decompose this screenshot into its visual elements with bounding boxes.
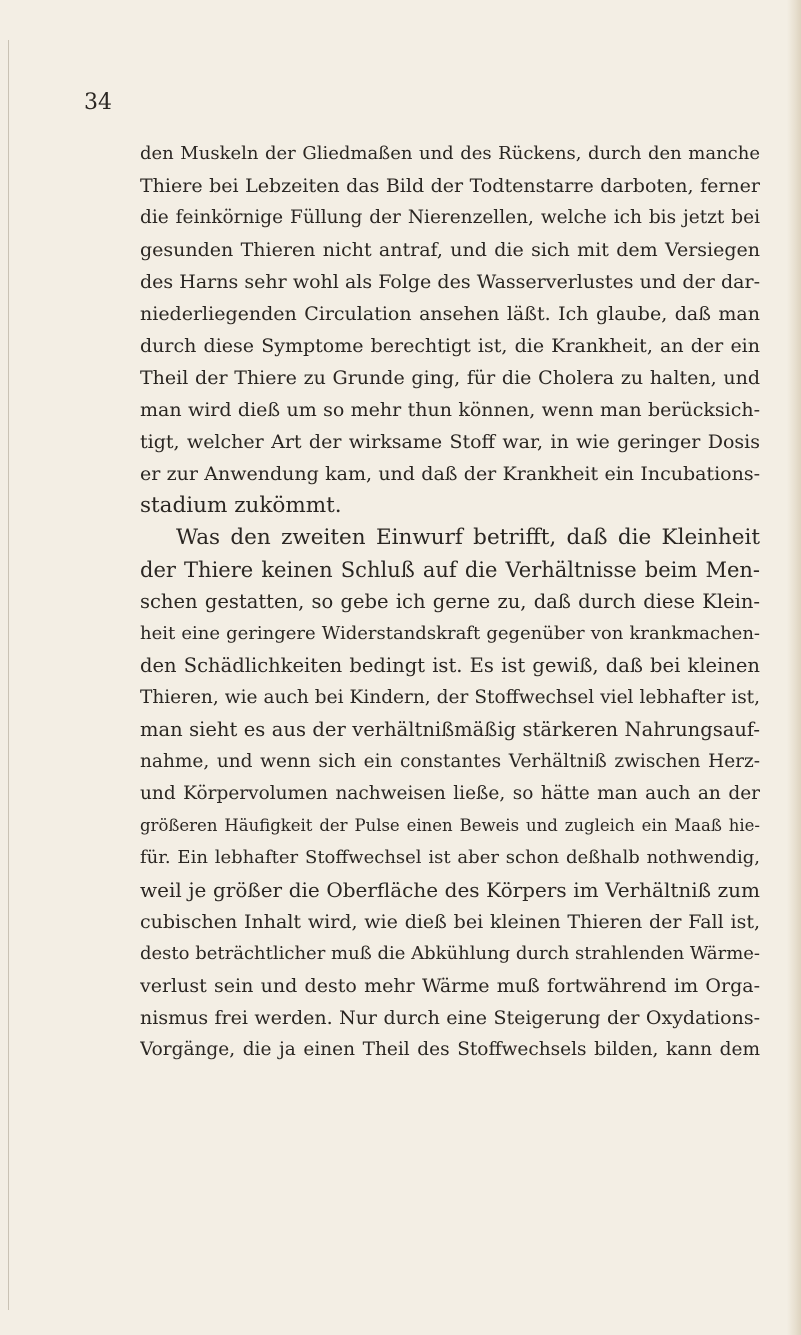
text-line: er zur Anwendung kam, und daß der Krankheit ein Incubations- [140, 463, 760, 485]
text-line: schen gestatten, so gebe ich gerne zu, daß durch diese Klein- [140, 590, 760, 613]
text-line: stadium zukömmt. [140, 493, 342, 518]
text-line: den Muskeln der Gliedmaßen und des Rückens, durch den manche [140, 143, 760, 164]
text-line: für. Ein lebhafter Stoffwechsel ist aber schon deßhalb nothwendig, [140, 847, 760, 868]
page-gutter-shadow [787, 0, 801, 1335]
text-line: man sieht es aus der verhältnißmäßig stärkeren Nahrungsauf- [140, 718, 760, 741]
text-line: größeren Häufigkeit der Pulse einen Beweis und zugleich ein Maaß hie- [140, 816, 760, 835]
page-edge-line [8, 40, 9, 1310]
text-line: cubischen Inhalt wird, wie dieß bei kleinen Thieren der Fall ist, [140, 911, 760, 933]
text-line: die feinkörnige Füllung der Nierenzellen, welche ich bis jetzt bei [140, 207, 760, 228]
text-line: Was den zweiten Einwurf betrifft, daß die Kleinheit [176, 525, 760, 550]
text-line: desto beträchtlicher muß die Abkühlung durch strahlenden Wärme- [140, 943, 760, 964]
text-line: nahme, und wenn sich ein constantes Verhältniß zwischen Herz- [140, 751, 760, 772]
text-line: den Schädlichkeiten bedingt ist. Es ist gewiß, daß bei kleinen [140, 654, 760, 677]
text-line: nismus frei werden. Nur durch eine Steigerung der Oxydations- [140, 1007, 760, 1029]
text-line: tigt, welcher Art der wirksame Stoff war, in wie geringer Dosis [140, 431, 760, 453]
text-line: heit eine geringere Widerstandskraft gegenüber von krankmachen- [140, 623, 760, 644]
body-text [140, 138, 760, 1066]
text-line: verlust sein und desto mehr Wärme muß fortwährend im Orga- [140, 975, 760, 997]
text-line: des Harns sehr wohl als Folge des Wasserverlustes und der dar- [140, 271, 760, 293]
text-line: weil je größer die Oberfläche des Körpers im Verhältniß zum [140, 878, 760, 902]
text-line: und Körpervolumen nachweisen ließe, so hätte man auch an der [140, 783, 760, 804]
text-line: man wird dieß um so mehr thun können, wenn man berücksich- [140, 399, 760, 421]
text-line: Vorgänge, die ja einen Theil des Stoffwechsels bilden, kann dem [140, 1039, 760, 1060]
text-line: Thiere bei Lebzeiten das Bild der Todtenstarre darboten, ferner [140, 175, 760, 197]
text-line: der Thiere keinen Schluß auf die Verhältnisse beim Men- [140, 558, 760, 582]
text-line: niederliegenden Circulation ansehen läßt. Ich glaube, daß man [140, 303, 760, 325]
text-line: gesunden Thieren nicht antraf, und die sich mit dem Versiegen [140, 239, 760, 261]
page-number: 34 [84, 90, 112, 115]
text-line: durch diese Symptome berechtigt ist, die Krankheit, an der ein [140, 335, 760, 357]
text-line: Thieren, wie auch bei Kindern, der Stoffwechsel viel lebhafter ist, [140, 687, 760, 708]
text-line: Theil der Thiere zu Grunde ging, für die Cholera zu halten, und [140, 367, 760, 389]
